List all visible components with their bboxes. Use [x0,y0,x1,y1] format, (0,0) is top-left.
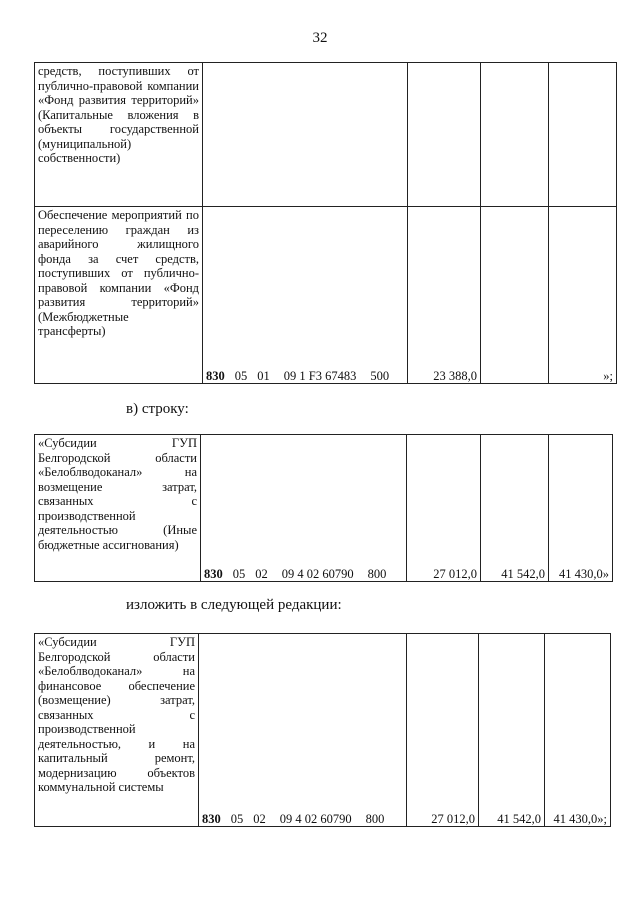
row-codes [203,63,408,207]
ved-code: 830 [206,368,225,383]
row-value-3: 41 430,0»; [545,634,611,827]
rz-code: 05 [230,811,244,826]
row-value-2: 41 542,0 [481,435,549,582]
rz-code: 05 [234,368,248,383]
pr-code: 01 [257,368,270,383]
row-name: «Субсидии ГУП Белгородской области «Белоблводоканал» на финансовое обеспечение (возмещение) затрат, связанных с производственной деятельностью, и на капитальный ремонт, модернизацию объектов коммунальной системы [35,634,199,827]
budget-table-2 [34,434,613,582]
table-row [35,207,617,384]
row-codes [203,207,408,384]
rz-code: 05 [232,566,246,581]
vr-code: 800 [367,566,387,581]
vr-code: 800 [365,811,385,826]
table-row [35,63,617,207]
pr-code: 02 [253,811,266,826]
csr-code: 09 4 02 60790 [279,811,352,826]
ved-code: 830 [204,566,223,581]
ved-code: 830 [202,811,221,826]
row-value-2 [481,207,549,384]
csr-code: 09 4 02 60790 [281,566,354,581]
budget-table-1 [34,62,617,384]
note-row-label: в) строку: [126,401,189,417]
note-edit-label: изложить в следующей редакции: [126,597,342,613]
row-value-1: 23 388,0 [408,207,481,384]
row-codes [201,435,407,582]
row-value-3 [549,63,617,207]
vr-code: 500 [370,368,390,383]
row-value-3: 41 430,0» [549,435,613,582]
row-name: средств, поступивших от публично-правовой компании «Фонд развития территорий» (Капитальные вложения в объекты государственной (муниципальной) собственности) [35,63,203,207]
page-number: 32 [312,30,328,46]
table-row [35,435,613,582]
csr-code: 09 1 F3 67483 [283,368,357,383]
pr-code: 02 [255,566,268,581]
row-name: «Субсидии ГУП Белгородской области «Белоблводоканал» на возмещение затрат, связанных с производственной деятельностью (Иные бюджетные ассигнования) [35,435,201,582]
budget-table-3 [34,633,611,827]
row-codes [199,634,407,827]
table-row [35,634,611,827]
row-value-3: »; [549,207,617,384]
row-value-1 [408,63,481,207]
row-name: Обеспечение мероприятий по переселению граждан из аварийного жилищного фонда за счет средств, поступивших от публично-правовой компании «Фонд развития территорий» (Межбюджетные трансферты) [35,207,203,384]
row-value-1: 27 012,0 [407,634,479,827]
row-value-2 [481,63,549,207]
row-value-1: 27 012,0 [407,435,481,582]
row-value-2: 41 542,0 [479,634,545,827]
